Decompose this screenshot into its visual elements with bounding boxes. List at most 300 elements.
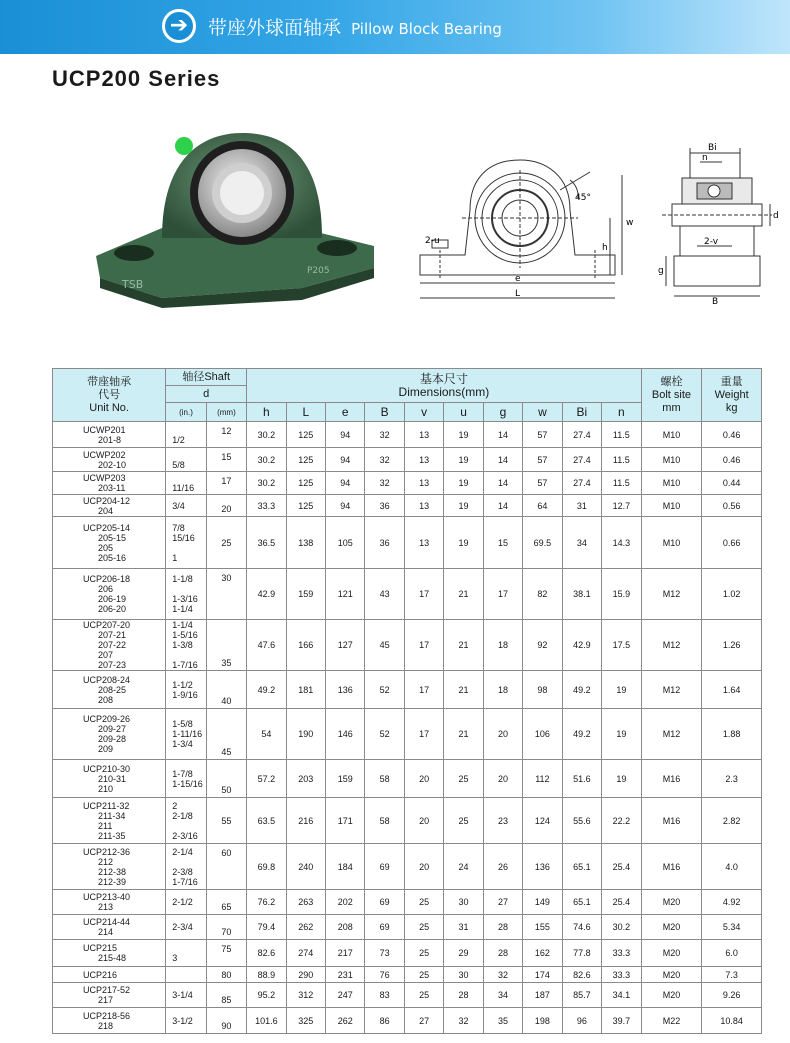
cell-dim-e: 105 [326,517,365,569]
cell-shaft-mm: 65 [206,890,246,915]
cell-dim-h: 63.5 [247,798,286,844]
cell-shaft-inch: 2-1/2 [166,890,206,915]
cell-dim-w: 69.5 [523,517,562,569]
cell-weight: 2.82 [702,798,762,844]
cell-dim-g: 35 [483,1008,522,1034]
cell-dim-l: 166 [286,620,325,671]
cell-dim-l: 159 [286,569,325,620]
cell-shaft-mm: 60 [206,844,246,890]
cell-dim-u: 28 [444,983,483,1008]
header-weight-cn: 重量 [720,375,743,388]
cell-shaft-inch: 3-1/4 [166,983,206,1008]
cell-dim-l: 240 [286,844,325,890]
cell-dim-v: 13 [404,495,443,517]
cell-dim-h: 30.2 [247,448,286,472]
table-row [53,1008,762,1034]
cell-dim-l: 216 [286,798,325,844]
table-row [53,760,762,798]
cell-dim-bi: 49.2 [562,709,601,760]
cell-dim-n: 15.9 [602,569,642,620]
cell-dim-w: 149 [523,890,562,915]
cell-dim-v: 17 [404,620,443,671]
pillow-block-photo [92,128,382,308]
header-inch: (in.) [166,403,206,422]
cell-dim-b: 73 [365,940,404,967]
header-dim-h: h [247,403,286,422]
cell-dim-e: 94 [326,472,365,495]
cell-dim-h: 95.2 [247,983,286,1008]
table-row [53,915,762,940]
cell-dim-v: 13 [404,448,443,472]
cell-weight: 9.26 [702,983,762,1008]
cell-bolt: M12 [641,671,702,709]
cell-dim-b: 69 [365,890,404,915]
cell-dim-n: 25.4 [602,890,642,915]
cell-dim-g: 17 [483,569,522,620]
label-d: d [773,211,779,221]
cell-shaft-inch: 2 2-1/8 2-3/16 [166,798,206,844]
cell-weight: 10.84 [702,1008,762,1034]
header-dim-w: w [523,403,562,422]
table-row [53,844,762,890]
cell-dim-n: 11.5 [602,422,642,448]
cell-dim-e: 184 [326,844,365,890]
cell-weight: 4.0 [702,844,762,890]
series-title: UCP200 Series [52,66,221,91]
cell-dim-u: 32 [444,1008,483,1034]
cell-shaft-mm: 40 [206,671,246,709]
cell-dim-l: 262 [286,915,325,940]
cell-dim-g: 18 [483,671,522,709]
cell-dim-bi: 27.4 [562,472,601,495]
cell-dim-v: 20 [404,760,443,798]
cell-dim-w: 174 [523,967,562,983]
cell-dim-v: 13 [404,422,443,448]
cell-dim-l: 125 [286,448,325,472]
cell-shaft-inch: 1-1/8 1-3/16 1-1/4 [166,569,206,620]
table-row [53,495,762,517]
label-2v: 2-v [704,237,719,247]
header-dim-l: L [286,403,325,422]
cell-dim-n: 33.3 [602,967,642,983]
label-Bi: Bi [708,143,717,153]
table-row [53,983,762,1008]
cell-dim-l: 125 [286,422,325,448]
cell-dim-bi: 51.6 [562,760,601,798]
cell-dim-e: 262 [326,1008,365,1034]
cell-dim-n: 14.3 [602,517,642,569]
cell-dim-n: 19 [602,671,642,709]
cell-dim-g: 28 [483,940,522,967]
cell-shaft-inch: 1-1/2 1-9/16 [166,671,206,709]
cell-dim-u: 21 [444,709,483,760]
side-view-drawing [652,138,782,306]
cell-dim-b: 45 [365,620,404,671]
cell-dim-e: 94 [326,495,365,517]
cell-dim-e: 121 [326,569,365,620]
cell-bolt: M12 [641,569,702,620]
table-row [53,448,762,472]
cell-weight: 6.0 [702,940,762,967]
cell-weight: 1.64 [702,671,762,709]
cell-dim-g: 14 [483,495,522,517]
table-row [53,517,762,569]
cell-dim-b: 32 [365,472,404,495]
cell-shaft-mm: 90 [206,1008,246,1034]
cell-shaft-inch: 2-1/4 2-3/8 1-7/16 [166,844,206,890]
label-w: w [626,218,634,228]
cell-dim-n: 12.7 [602,495,642,517]
cell-dim-h: 88.9 [247,967,286,983]
cell-dim-h: 54 [247,709,286,760]
header-dim-g: g [483,403,522,422]
table-row [53,709,762,760]
cell-shaft-inch: 2-3/4 [166,915,206,940]
cell-dim-b: 32 [365,448,404,472]
label-n: n [702,153,708,163]
cell-unit-no: UCP204-12 204 [53,495,166,517]
cell-dim-v: 25 [404,983,443,1008]
cell-dim-b: 52 [365,671,404,709]
cell-dim-n: 11.5 [602,472,642,495]
cell-bolt: M12 [641,709,702,760]
cell-shaft-inch: 1/2 [166,422,206,448]
cell-dim-u: 19 [444,517,483,569]
header-shaft-symbol: d [166,386,247,403]
cell-dim-b: 69 [365,915,404,940]
table-row [53,798,762,844]
header-dimensions [247,369,642,403]
cell-dim-u: 21 [444,671,483,709]
banner-title [208,13,502,40]
cell-dim-bi: 55.6 [562,798,601,844]
cell-bolt: M12 [641,620,702,671]
cell-dim-e: 247 [326,983,365,1008]
table-row [53,569,762,620]
cell-bolt: M20 [641,915,702,940]
header-dim-bi: Bi [562,403,601,422]
cell-shaft-inch: 5/8 [166,448,206,472]
table-row [53,890,762,915]
cell-unit-no: UCP215 215-48 [53,940,166,967]
cell-dim-g: 20 [483,760,522,798]
cell-weight: 4.92 [702,890,762,915]
cell-bolt: M10 [641,448,702,472]
cell-dim-u: 25 [444,760,483,798]
cell-dim-u: 19 [444,495,483,517]
cell-dim-g: 27 [483,890,522,915]
cell-unit-no: UCP214-44 214 [53,915,166,940]
cell-dim-bi: 74.6 [562,915,601,940]
cell-dim-h: 42.9 [247,569,286,620]
cell-dim-n: 30.2 [602,915,642,940]
cell-dim-bi: 82.6 [562,967,601,983]
cell-dim-n: 22.2 [602,798,642,844]
cell-weight: 0.46 [702,422,762,448]
cell-bolt: M10 [641,495,702,517]
cell-dim-w: 155 [523,915,562,940]
cell-dim-b: 58 [365,760,404,798]
cell-shaft-inch: 1-1/4 1-5/16 1-3/8 1-7/16 [166,620,206,671]
cell-unit-no: UCP213-40 213 [53,890,166,915]
cell-dim-b: 52 [365,709,404,760]
cell-dim-v: 25 [404,915,443,940]
cell-dim-e: 94 [326,448,365,472]
cell-dim-h: 36.5 [247,517,286,569]
cell-dim-bi: 49.2 [562,671,601,709]
cell-dim-w: 112 [523,760,562,798]
cell-bolt: M10 [641,472,702,495]
cell-dim-g: 28 [483,915,522,940]
cell-dim-l: 125 [286,495,325,517]
cell-dim-g: 14 [483,472,522,495]
cell-dim-u: 31 [444,915,483,940]
label-L: L [515,289,521,299]
cell-dim-w: 198 [523,1008,562,1034]
cell-weight: 0.46 [702,448,762,472]
cell-dim-e: 208 [326,915,365,940]
label-45: 45° [575,193,591,203]
header-unit [53,369,166,422]
cell-dim-l: 263 [286,890,325,915]
cell-dim-e: 231 [326,967,365,983]
cell-dim-bi: 27.4 [562,448,601,472]
cell-shaft-mm: 35 [206,620,246,671]
cell-shaft-inch: 11/16 [166,472,206,495]
cell-dim-b: 86 [365,1008,404,1034]
cell-shaft-mm: 75 [206,940,246,967]
table-row [53,620,762,671]
cell-dim-n: 19 [602,709,642,760]
table-row [53,940,762,967]
cell-dim-v: 13 [404,472,443,495]
cell-weight: 1.02 [702,569,762,620]
cell-shaft-inch: 3 [166,940,206,967]
cell-dim-l: 290 [286,967,325,983]
cell-dim-w: 64 [523,495,562,517]
cell-unit-no: UCP210-30 210-31 210 [53,760,166,798]
cell-bolt: M10 [641,422,702,448]
label-e: e [515,274,521,284]
cell-dim-b: 36 [365,495,404,517]
cell-dim-h: 30.2 [247,472,286,495]
cell-dim-h: 30.2 [247,422,286,448]
cell-dim-h: 69.8 [247,844,286,890]
cell-dim-n: 11.5 [602,448,642,472]
cell-bolt: M20 [641,890,702,915]
cell-shaft-inch: 1-5/8 1-11/16 1-3/4 [166,709,206,760]
cell-dim-e: 202 [326,890,365,915]
cell-shaft-inch: 3/4 [166,495,206,517]
cell-weight: 5.34 [702,915,762,940]
cell-shaft-mm: 15 [206,448,246,472]
header-dims-cn: 基本尺寸 [419,371,468,386]
cell-dim-l: 138 [286,517,325,569]
cell-unit-no: UCWP201 201-8 [53,422,166,448]
cell-dim-e: 127 [326,620,365,671]
label-B: B [712,297,719,306]
header-weight-en: Weight kg [714,388,749,414]
cell-dim-l: 203 [286,760,325,798]
cell-dim-v: 13 [404,517,443,569]
cell-dim-w: 162 [523,940,562,967]
cell-dim-w: 136 [523,844,562,890]
table-header [53,369,762,422]
label-2u: 2-u [425,236,440,246]
front-view-drawing [400,150,645,315]
cell-dim-u: 24 [444,844,483,890]
cell-bolt: M16 [641,760,702,798]
cell-unit-no: UCP217-52 217 [53,983,166,1008]
table-row [53,967,762,983]
cell-dim-u: 30 [444,967,483,983]
cell-bolt: M20 [641,940,702,967]
cell-unit-no: UCP206-18 206 206-19 206-20 [53,569,166,620]
header-dim-n: n [602,403,642,422]
cell-dim-v: 25 [404,940,443,967]
label-g: g [658,266,664,276]
cell-dim-n: 39.7 [602,1008,642,1034]
cell-dim-w: 92 [523,620,562,671]
cell-dim-bi: 27.4 [562,422,601,448]
cell-shaft-mm: 50 [206,760,246,798]
cell-shaft-mm: 85 [206,983,246,1008]
cell-dim-n: 25.4 [602,844,642,890]
cell-dim-w: 187 [523,983,562,1008]
cell-dim-g: 23 [483,798,522,844]
cell-shaft-mm: 20 [206,495,246,517]
cell-dim-bi: 96 [562,1008,601,1034]
cell-dim-u: 30 [444,890,483,915]
cell-shaft-mm: 70 [206,915,246,940]
banner-title-en: Pillow Block Bearing [351,20,502,38]
cell-unit-no: UCWP203 203-11 [53,472,166,495]
cell-dim-l: 325 [286,1008,325,1034]
cell-shaft-inch: 1-7/8 1-15/16 [166,760,206,798]
cell-dim-l: 181 [286,671,325,709]
table-row [53,671,762,709]
cell-dim-bi: 42.9 [562,620,601,671]
cell-dim-h: 33.3 [247,495,286,517]
cell-dim-l: 274 [286,940,325,967]
cell-dim-v: 25 [404,890,443,915]
header-dim-e: e [326,403,365,422]
cell-dim-u: 21 [444,569,483,620]
cast-text-2: P205 [307,266,330,276]
cell-dim-v: 20 [404,798,443,844]
cell-weight: 0.66 [702,517,762,569]
cell-dim-e: 94 [326,422,365,448]
cell-dim-g: 32 [483,967,522,983]
cell-bolt: M22 [641,1008,702,1034]
cell-dim-n: 33.3 [602,940,642,967]
cell-dim-v: 20 [404,844,443,890]
cell-shaft-mm: 25 [206,517,246,569]
cell-dim-g: 20 [483,709,522,760]
cell-bolt: M10 [641,517,702,569]
cell-dim-bi: 38.1 [562,569,601,620]
cell-shaft-mm: 80 [206,967,246,983]
cell-dim-b: 83 [365,983,404,1008]
cell-shaft-mm: 55 [206,798,246,844]
cell-dim-e: 171 [326,798,365,844]
cell-unit-no: UCP212-36 212 212-38 212-39 [53,844,166,890]
header-bolt-cn: 螺栓 [660,375,683,388]
cell-bolt: M20 [641,983,702,1008]
cell-unit-no: UCP218-56 218 [53,1008,166,1034]
cast-text: TSB [122,278,144,291]
header-dims-en: Dimensions(mm) [398,384,490,399]
header-dim-u: u [444,403,483,422]
cell-dim-w: 82 [523,569,562,620]
cell-dim-g: 14 [483,422,522,448]
cell-dim-b: 43 [365,569,404,620]
cell-dim-e: 136 [326,671,365,709]
cell-shaft-mm: 30 [206,569,246,620]
cell-dim-e: 146 [326,709,365,760]
header-unit-cn: 带座轴承 代号 [87,375,132,401]
cell-dim-w: 98 [523,671,562,709]
cell-dim-bi: 31 [562,495,601,517]
cell-dim-u: 25 [444,798,483,844]
cell-dim-h: 79.4 [247,915,286,940]
table-row [53,422,762,448]
label-h: h [602,243,608,253]
cell-dim-w: 57 [523,422,562,448]
cell-dim-u: 21 [444,620,483,671]
cell-dim-v: 27 [404,1008,443,1034]
cell-dim-l: 312 [286,983,325,1008]
cell-dim-h: 76.2 [247,890,286,915]
cell-bolt: M16 [641,844,702,890]
cell-unit-no: UCP208-24 208-25 208 [53,671,166,709]
cell-dim-e: 217 [326,940,365,967]
header-weight [702,369,762,422]
cell-dim-v: 25 [404,967,443,983]
table-row [53,472,762,495]
cell-dim-h: 57.2 [247,760,286,798]
cell-dim-u: 29 [444,940,483,967]
cell-unit-no: UCP209-26 209-27 209-28 209 [53,709,166,760]
cell-unit-no: UCWP202 202-10 [53,448,166,472]
cell-dim-e: 159 [326,760,365,798]
cell-unit-no: UCP211-32 211-34 211 211-35 [53,798,166,844]
header-dim-v: v [404,403,443,422]
cell-shaft-mm: 12 [206,422,246,448]
header-unit-en: Unit No. [89,401,129,414]
cell-dim-l: 190 [286,709,325,760]
cell-dim-u: 19 [444,472,483,495]
cell-dim-w: 57 [523,448,562,472]
cell-dim-u: 19 [444,448,483,472]
cell-unit-no: UCP207-20 207-21 207-22 207 207-23 [53,620,166,671]
cell-dim-b: 58 [365,798,404,844]
banner-title-cn: 带座外球面轴承 [208,17,342,39]
cell-dim-n: 19 [602,760,642,798]
cell-shaft-inch: 3-1/2 [166,1008,206,1034]
header-dim-b: B [365,403,404,422]
header-banner [0,0,790,54]
cell-bolt: M20 [641,967,702,983]
cell-dim-w: 106 [523,709,562,760]
cell-weight: 1.88 [702,709,762,760]
cell-dim-w: 124 [523,798,562,844]
cell-dim-g: 14 [483,448,522,472]
cell-dim-bi: 65.1 [562,890,601,915]
cell-weight: 0.44 [702,472,762,495]
cell-dim-v: 17 [404,709,443,760]
cell-shaft-inch: 7/8 15/16 1 [166,517,206,569]
